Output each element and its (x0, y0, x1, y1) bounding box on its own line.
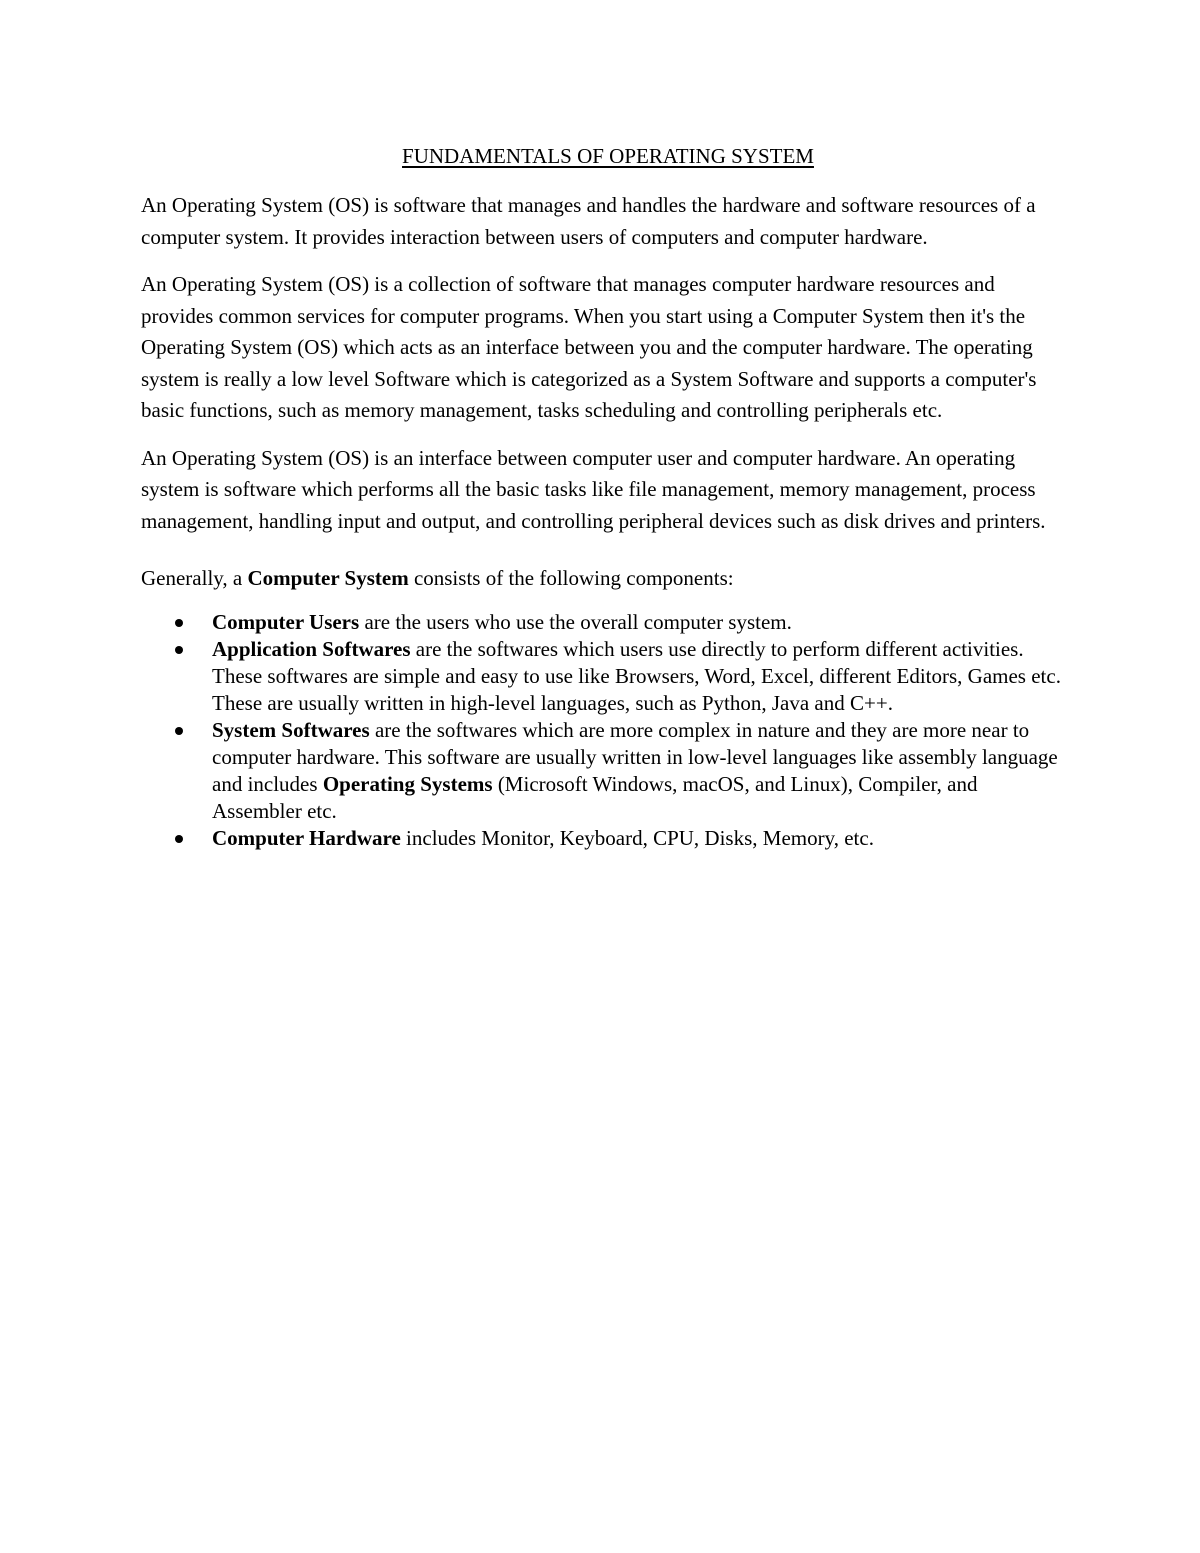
intro-bold-term: Computer System (247, 566, 409, 590)
document-body (141, 140, 1067, 852)
term-computer-hardware: Computer Hardware (212, 825, 401, 850)
bullet-icon (175, 727, 183, 735)
intro-text-before: Generally, a (141, 566, 248, 590)
description-operating-systems: (Microsoft Windows, macOS, and Linux), Compiler, and Assembler etc. (212, 771, 978, 823)
term-application-softwares: Application Softwares (212, 636, 411, 661)
paragraph-os-collection: An Operating System (OS) is a collection of software that manages computer hardware resources and provides common services for computer programs. When you start using a Computer System then it's the Operating System (OS) which acts as an interface between you and the computer hardware. The operating system is really a low level Software which is categorized as a System Software and supports a computer's basic functions, such as memory management, tasks scheduling and controlling peripherals etc. (141, 272, 1037, 422)
components-intro (141, 563, 1067, 595)
paragraph-os-definition: An Operating System (OS) is software that manages and handles the hardware and software resources of a computer system. It provides interaction between users of computers and computer hardware. (141, 193, 1036, 249)
description-system-softwares: are the softwares which are more complex in nature and they are more near to computer hardware. This software are usually written in low-level languages like assembly language and includes (212, 717, 1058, 796)
term-system-softwares: System Softwares (212, 717, 370, 742)
bullet-icon (175, 646, 183, 654)
list-item-system-softwares (141, 717, 1067, 825)
bullet-icon (175, 619, 183, 627)
description-computer-users: are the users who use the overall computer system. (359, 609, 792, 634)
document-title: FUNDAMENTALS OF OPERATING SYSTEM (402, 144, 814, 168)
bullet-icon (175, 835, 183, 843)
description-computer-hardware: includes Monitor, Keyboard, CPU, Disks, Memory, etc. (400, 825, 874, 850)
intro-text-after: consists of the following components: (408, 566, 734, 590)
term-operating-systems: Operating Systems (322, 771, 493, 796)
description-application-softwares: are the softwares which users use directly to perform different activities. These softwares are simple and easy to use like Browsers, Word, Excel, different Editors, Games etc. These are usually written in high-level languages, such as Python, Java and C++. (212, 636, 1061, 715)
list-item-computer-users (141, 609, 1067, 636)
components-list (141, 609, 1067, 852)
term-computer-users: Computer Users (212, 609, 360, 634)
list-item-application-softwares (141, 636, 1067, 717)
paragraph-os-interface: An Operating System (OS) is an interface between computer user and computer hardware. An operating system is software which performs all the basic tasks like file management, memory management, process management, handling input and output, and controlling peripheral devices such as disk drives and printers. (141, 445, 1046, 533)
list-item-computer-hardware (141, 825, 1067, 852)
